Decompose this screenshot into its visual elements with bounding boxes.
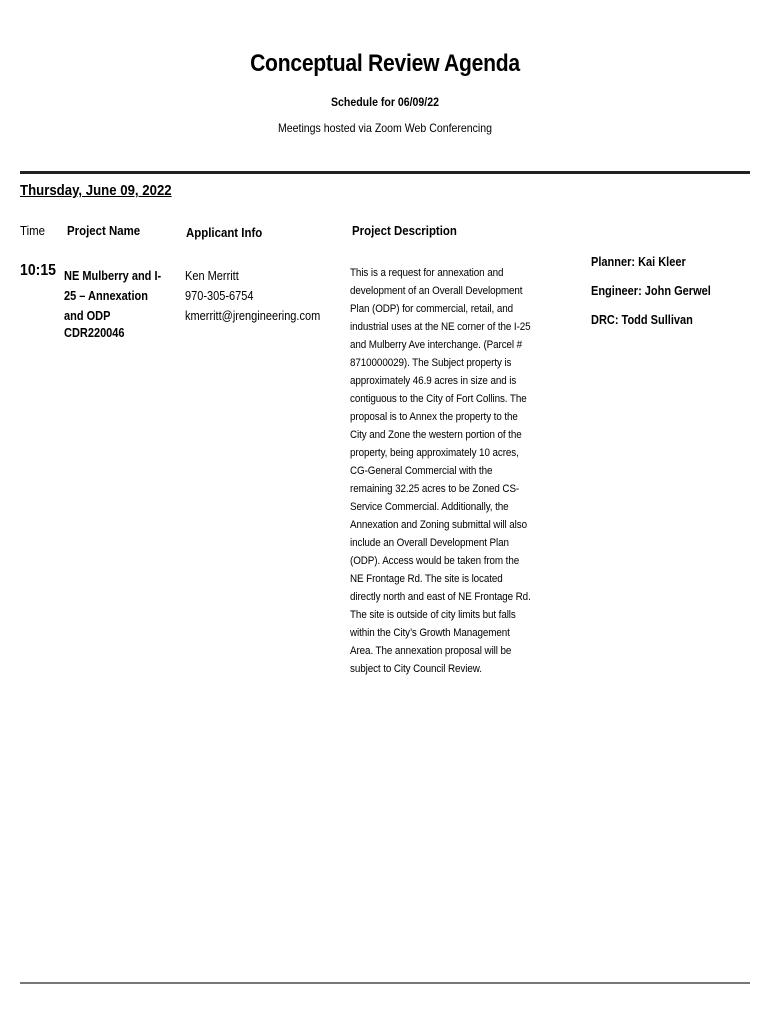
- item-planner: Planner: Kai Kleer: [591, 255, 686, 269]
- item-time: 10:15: [20, 262, 57, 279]
- page-title: Conceptual Review Agenda: [250, 50, 520, 77]
- meeting-hosted-note: Meetings hosted via Zoom Web Conferencing: [277, 121, 493, 135]
- column-header-time: Time: [20, 223, 45, 238]
- item-staff: [591, 255, 711, 342]
- applicant-email: kmerritt@jrengineering.com: [185, 309, 321, 323]
- column-header-project-description: Project Description: [352, 223, 457, 238]
- item-project-id: CDR220046: [64, 326, 125, 340]
- column-header-project-name: Project Name: [67, 223, 141, 238]
- item-applicant-info: [185, 266, 320, 326]
- column-header-applicant-info: Applicant Info: [186, 225, 263, 240]
- applicant-phone: 970-305-6754: [185, 289, 254, 303]
- item-project-description: This is a request for annexation and development of an Overall Development Plan (ODP) for commercial, retail, and industrial uses at the NE corner of the I-25 and Mulberry Ave interchange. (Parcel # 8710000029). The Subject property is approximately 46.9 acres in size and is contiguous to the City of Fort Collins. The proposal is to Annex the property to the City and Zone the western portion of the property, being approximately 10 acres, CG-General Commercial with the remaining 32.25 acres to be Zoned CS-Service Commercial. Additionally, the Annexation and Zoning submittal will also include an Overall Development Plan (ODP). Access would be taken from the NE Frontage Rd. The site is located directly north and east of NE Frontage Rd. The site is outside of city limits but falls within the City’s Growth Management Area. The annexation proposal will be subject to City Council Review.: [350, 267, 531, 675]
- top-divider: [20, 171, 750, 174]
- item-drc: DRC: Todd Sullivan: [591, 313, 693, 327]
- item-project-name: NE Mulberry and I-25 – Annexation and ODP: [64, 269, 162, 323]
- item-engineer: Engineer: John Gerwel: [591, 284, 711, 298]
- day-heading: Thursday, June 09, 2022: [20, 182, 172, 199]
- bottom-divider: [20, 982, 750, 984]
- schedule-date: Schedule for 06/09/22: [330, 95, 439, 109]
- applicant-name: Ken Merritt: [185, 269, 239, 283]
